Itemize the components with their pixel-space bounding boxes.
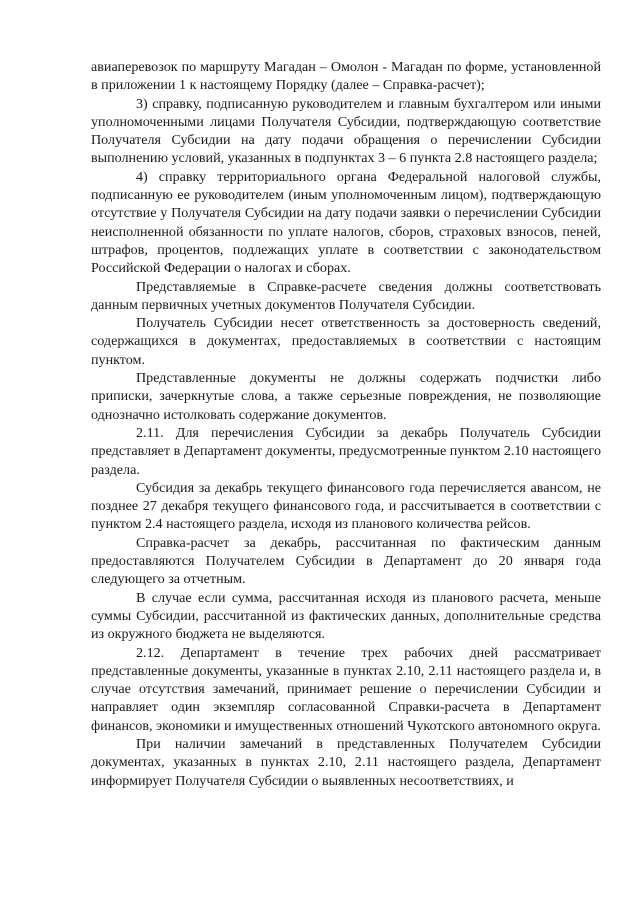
paragraph-2-11: 2.11. Для перечисления Субсидии за декабрь Получатель Субсидии представляет в Департамент документы, предусмотренные пунктом 2.10 настоящего раздела. <box>91 424 601 478</box>
paragraph-no-additional-funds: В случае если сумма, рассчитанная исходя из планового расчета, меньше суммы Субсидии, рассчитанной из фактических данных, дополнительные средства из окружного бюджета не выделяются. <box>91 589 601 643</box>
paragraph-responsibility: Получатель Субсидии несет ответственность за достоверность сведений, содержащихся в документах, предоставляемых в соответствии с настоящим пунктом. <box>91 315 601 368</box>
paragraph-2-12: 2.12. Департамент в течение трех рабочих дней рассматривает представленные документы, указанные в пунктах 2.10, 2.11 настоящего раздела и, в случае отсутствия замечаний, принимает решение о перечислении Субсидии и направляет один экземпляр согласованной Справки-расчета в Департамент финансов, экономики и имущественных отношений Чукотского автономного округа. <box>91 644 601 734</box>
paragraph-december-report: Справка-расчет за декабрь, рассчитанная по фактическим данным предоставляются Получателем Субсидии в Департамент до 20 января года следующего за отчетным. <box>91 534 601 588</box>
paragraph-remarks: При наличии замечаний в представленных Получателем Субсидии документах, указанных в пунктах 2.10, 2.11 настоящего раздела, Департамент информирует Получателя Субсидии о выявленных несоответствиях, и <box>91 735 601 789</box>
document-body <box>91 58 601 790</box>
paragraph-data-consistency: Представляемые в Справке-расчете сведения должны соответствовать данным первичных учетных документов Получателя Субсидии. <box>91 278 601 313</box>
paragraph-continuation: авиаперевозок по маршруту Магадан – Омолон - Магадан по форме, установленной в приложении 1 к настоящему Порядку (далее – Справка-расчет); <box>91 59 601 94</box>
paragraph-december-advance: Субсидия за декабрь текущего финансового года перечисляется авансом, не позднее 27 декабря текущего финансового года, и рассчитывается в соответствии с пунктом 2.4 настоящего раздела, исходя из планового количества рейсов. <box>91 479 601 533</box>
paragraph-item-4: 4) справку территориального органа Федеральной налоговой службы, подписанную ее руководителем (иным уполномоченным лицом), подтверждающую отсутствие у Получателя Субсидии на дату подачи заявки о перечислении Субсидии неисполненной обязанности по уплате налогов, сборов, страховых взносов, пеней, штрафов, процентов, подлежащих уплате в соответствии с законодательством Российской Федерации о налогах и сборах. <box>91 168 601 277</box>
paragraph-document-requirements: Представленные документы не должны содержать подчистки либо приписки, зачеркнутые слова, а также серьезные повреждения, не позволяющие однозначно истолковать содержание документов. <box>91 370 601 423</box>
paragraph-item-3: 3) справку, подписанную руководителем и главным бухгалтером или иными уполномоченными лицами Получателя Субсидии, подтверждающую соответствие Получателя Субсидии на дату подачи обращения о перечислении Субсидии выполнению условий, указанных в подпунктах 3 – 6 пункта 2.8 настоящего раздела; <box>91 95 601 167</box>
